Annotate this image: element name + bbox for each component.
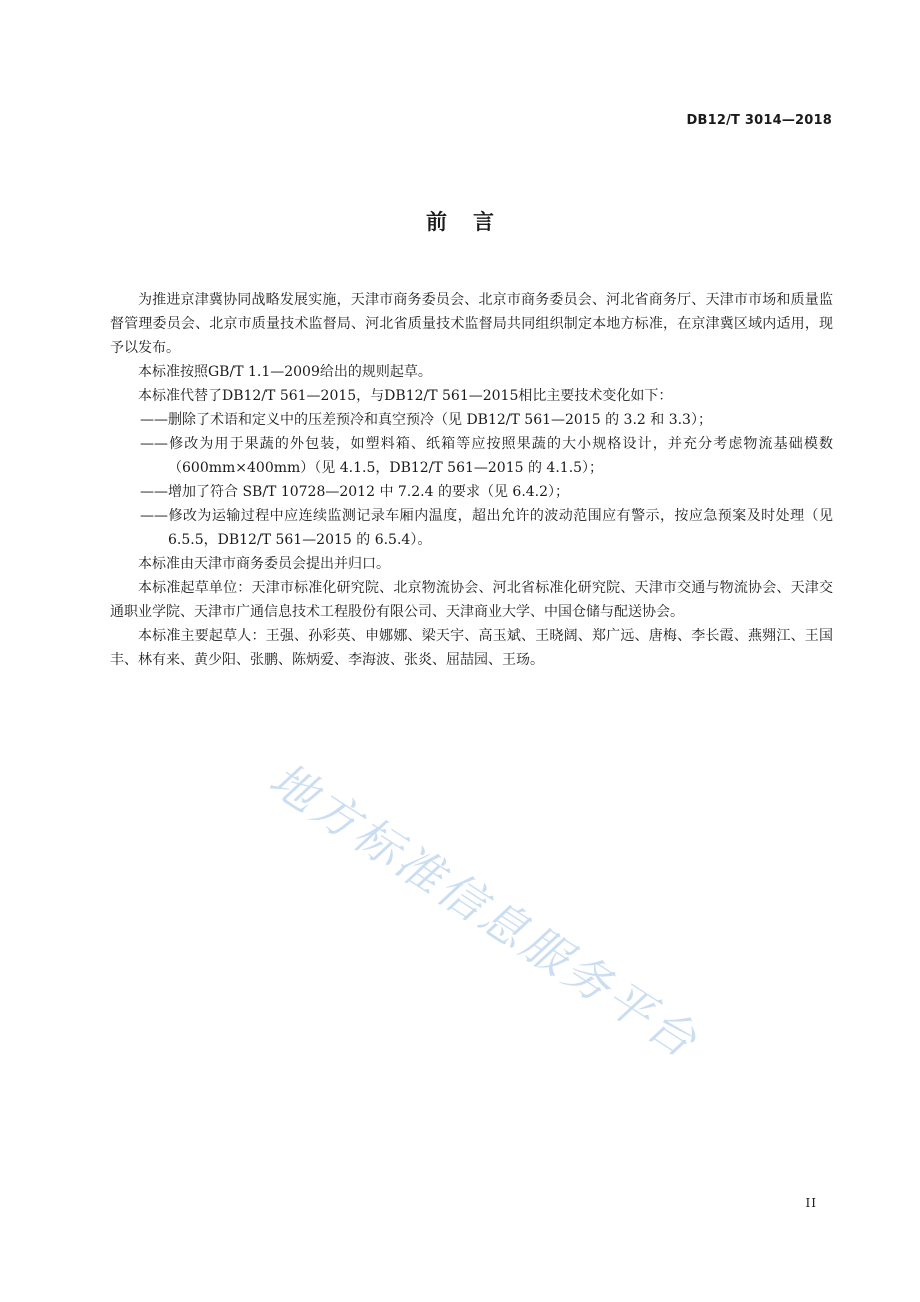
page-number: II: [805, 1196, 817, 1210]
drafting-units-paragraph: 本标准起草单位：天津市标准化研究院、北京物流协会、河北省标准化研究院、天津市交通与物流协会、天津交通职业学院、天津市广通信息技术工程股份有限公司、天津商业大学、中国仓储与配送协会。: [110, 580, 833, 620]
document-body: [110, 288, 833, 672]
change-item: ——增加了符合 SB/T 10728—2012 中 7.2.4 的要求（见 6.4.2）；: [140, 484, 570, 500]
intro-paragraph: 为推进京津冀协同战略发展实施，天津市商务委员会、北京市商务委员会、河北省商务厅、天津市市场和质量监督管理委员会、北京市质量技术监督局、河北省质量技术监督局共同组织制定本地方标准，在京津冀区域内适用，现予以发布。: [110, 292, 833, 356]
change-item: ——修改为运输过程中应连续监测记录车厢内温度，超出允许的波动范围应有警示，按应急预案及时处理（见 6.5.5，DB12/T 561—2015 的 6.5.4）。: [140, 508, 833, 548]
drafters-paragraph: 本标准主要起草人：王强、孙彩英、申娜娜、梁天宇、高玉斌、王晓阔、郑广远、唐梅、李长霞、燕翙江、王国丰、林有来、黄少阳、张鹏、陈炳爱、李海波、张炎、屈喆园、王玚。: [110, 628, 833, 668]
replacement-paragraph: 本标准代替了DB12/T 561—2015，与DB12/T 561—2015相比主要技术变化如下：: [138, 388, 673, 404]
proposer-paragraph: 本标准由天津市商务委员会提出并归口。: [138, 556, 390, 572]
change-item: ——修改为用于果蔬的外包装，如塑料箱、纸箱等应按照果蔬的大小规格设计，并充分考虑物流基础模数（600mm×400mm）（见 4.1.5，DB12/T 561—2015 的 4.1.5）；: [140, 436, 833, 476]
document-code: DB12/T 3014—2018: [686, 113, 832, 128]
change-item: ——删除了术语和定义中的压差预冷和真空预冷（见 DB12/T 561—2015 的 3.2 和 3.3）；: [140, 412, 712, 428]
drafting-rule-paragraph: 本标准按照GB/T 1.1—2009给出的规则起草。: [138, 364, 432, 380]
watermark-text: 地方标准信息服务平台: [259, 751, 709, 1070]
page-title: 前言: [426, 210, 520, 234]
